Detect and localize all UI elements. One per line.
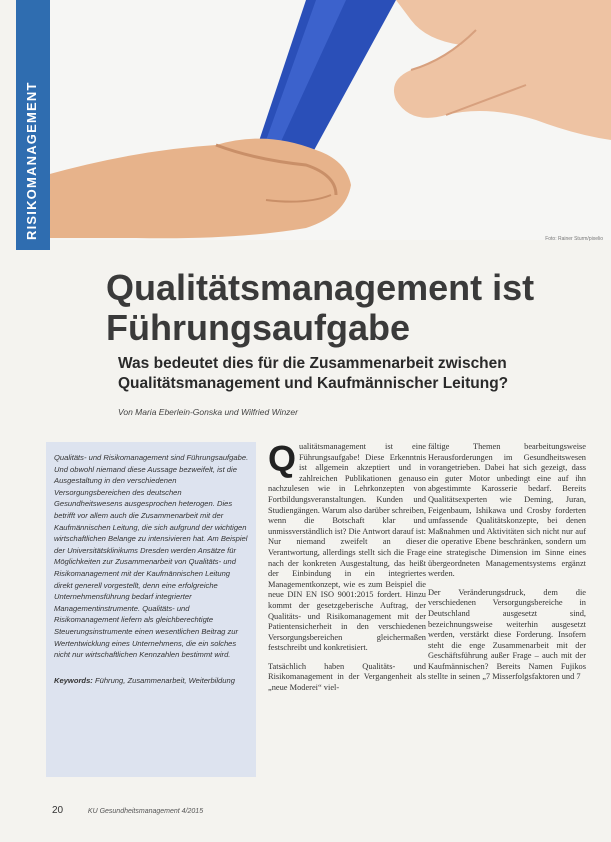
relay-baton-handover-image	[16, 0, 611, 240]
section-tab	[16, 0, 50, 250]
page-footer	[52, 805, 203, 816]
subtitle-line-2: Qualitätsmanagement und Kaufmännischer Leitung?	[118, 375, 509, 392]
paragraph-text: ualitätsmanagement ist eine Führungsaufgabe! Diese Erkenntnis ist allgemein akzeptiert und in zahlreichen Publikationen genauso nachzulesen wie in Lehrkonzepten von Fortbildungsveranstaltungen. Kunden und Studiengängen. Warum also darüber schreiben, wenn die Botschaft klar und unmissverständlich ist? Die Antwort darauf ist: Nur niemand zweifelt an dieser Verantwortung, allerdings stellt sich die Frage nach der konkreten Ausgestaltung, das heißt der Einbindung in ein integriertes Managementkonzept, wie es zum Beispiel die neue DIN EN ISO 9001:2015 fordert. Hinzu kommt der gesetzgeberische Auftrag, der Qualitäts- und Risikomanagement mit der Patientensicherheit in den verschiedenen Versorgungsbereichen gleichermaßen festschreibt und konkretisiert.	[268, 442, 426, 653]
keywords-label: Keywords:	[54, 675, 93, 685]
keywords-value: Führung, Zusammenarbeit, Weiterbildung	[94, 675, 235, 685]
section-label: RISIKOMANAGEMENT	[24, 81, 39, 240]
keywords	[54, 675, 250, 687]
paragraph: Tatsächlich haben Qualitäts- und Risikomanagement in der Vergangenheit als „neue Moderei“ viel-	[268, 661, 426, 693]
authors: Von Maria Eberlein-Gonska und Wilfried Winzer	[118, 407, 298, 417]
journal-name: KU Gesundheitsmanagement 4/2015	[87, 808, 204, 815]
page-number: 20	[52, 805, 64, 816]
paragraph	[268, 438, 426, 654]
abstract-box	[46, 442, 256, 777]
article-title	[106, 268, 586, 348]
title-line-2: Führungsaufgabe	[106, 307, 410, 348]
paragraph: Der Veränderungsdruck, dem die verschiedenen Versorgungsbereiche in Deutschland ausgesetzt sind, bezeichnungsweise weiterhin ausgesetzt werden, verstärkt diese Forderung. Insofern steht die enge Zusammenarbeit mit der Geschäftsführung außer Frage – auch mit der Kaufmännischen? Bereits Namen Fujikos stellte in seinen „7 Misserfolgsfaktoren und 7	[428, 587, 586, 682]
abstract-text: Qualitäts- und Risikomanagement sind Führungsaufgabe. Und obwohl niemand diese Aussage bezweifelt, ist die Ausgestaltung in den verschiedenen Versorgungsbereichen des deutschen Gesundheitswesens ausgesprochen heterogen. Dies betrifft vor allem auch die Zusammenarbeit mit der Kaufmännischen Leitung, die sich aufgrund der wichtigen wirtschaftlichen Belange zu intensivieren hat. Am Beispiel der Universitätsklinikums Dresden werden Ansätze für Möglichkeiten zur Zusammenarbeit von Qualitäts- und Risikomanagement mit der Kaufmännischen Leitung direkt generell vorgestellt, denn eine erfolgreiche Unternehmensführung bedarf integrierter Managementinstrumente. Qualitäts- und Risikomanagement liefern als gleichberechtigte Steuerungsinstrumente einen wesentlichen Beitrag zur Wertentwicklung eines Unternehmens, die ein solches nicht nur wirtschaftlichen Kennzahlen bestimmt wird.	[54, 453, 249, 660]
title-line-1: Qualitätsmanagement ist	[106, 267, 535, 308]
drop-cap: Q	[268, 438, 297, 479]
photo-credit: Foto: Rainer Sturm/pixelio	[545, 236, 603, 242]
article-subtitle	[118, 354, 588, 394]
body-column-1	[268, 438, 426, 702]
subtitle-line-1: Was bedeutet dies für die Zusammenarbeit zwischen	[118, 355, 507, 372]
header-photo	[16, 0, 611, 240]
body-column-2	[428, 442, 586, 691]
paragraph: fältige Themen bearbeitungsweise Herausforderungen im Gesundheitswesen vorangetrieben. Dabei hat sich gezeigt, dass ein guter Motor unbedingt eine auf ihn abgestimmte Karosserie bedarf. Bereits Qualitätsexperten wie Deming, Juran, Feigenbaum, Ishikawa und Crosby forderten umfassende Qualitätskonzepte, bei denen Maßnahmen und Aktivitäten sich nicht nur auf die operative Ebene beschränken, sondern um eine strategische Dimension im Sinne eines übergeordneten Managementsystems ergänzt werden.	[428, 442, 586, 579]
